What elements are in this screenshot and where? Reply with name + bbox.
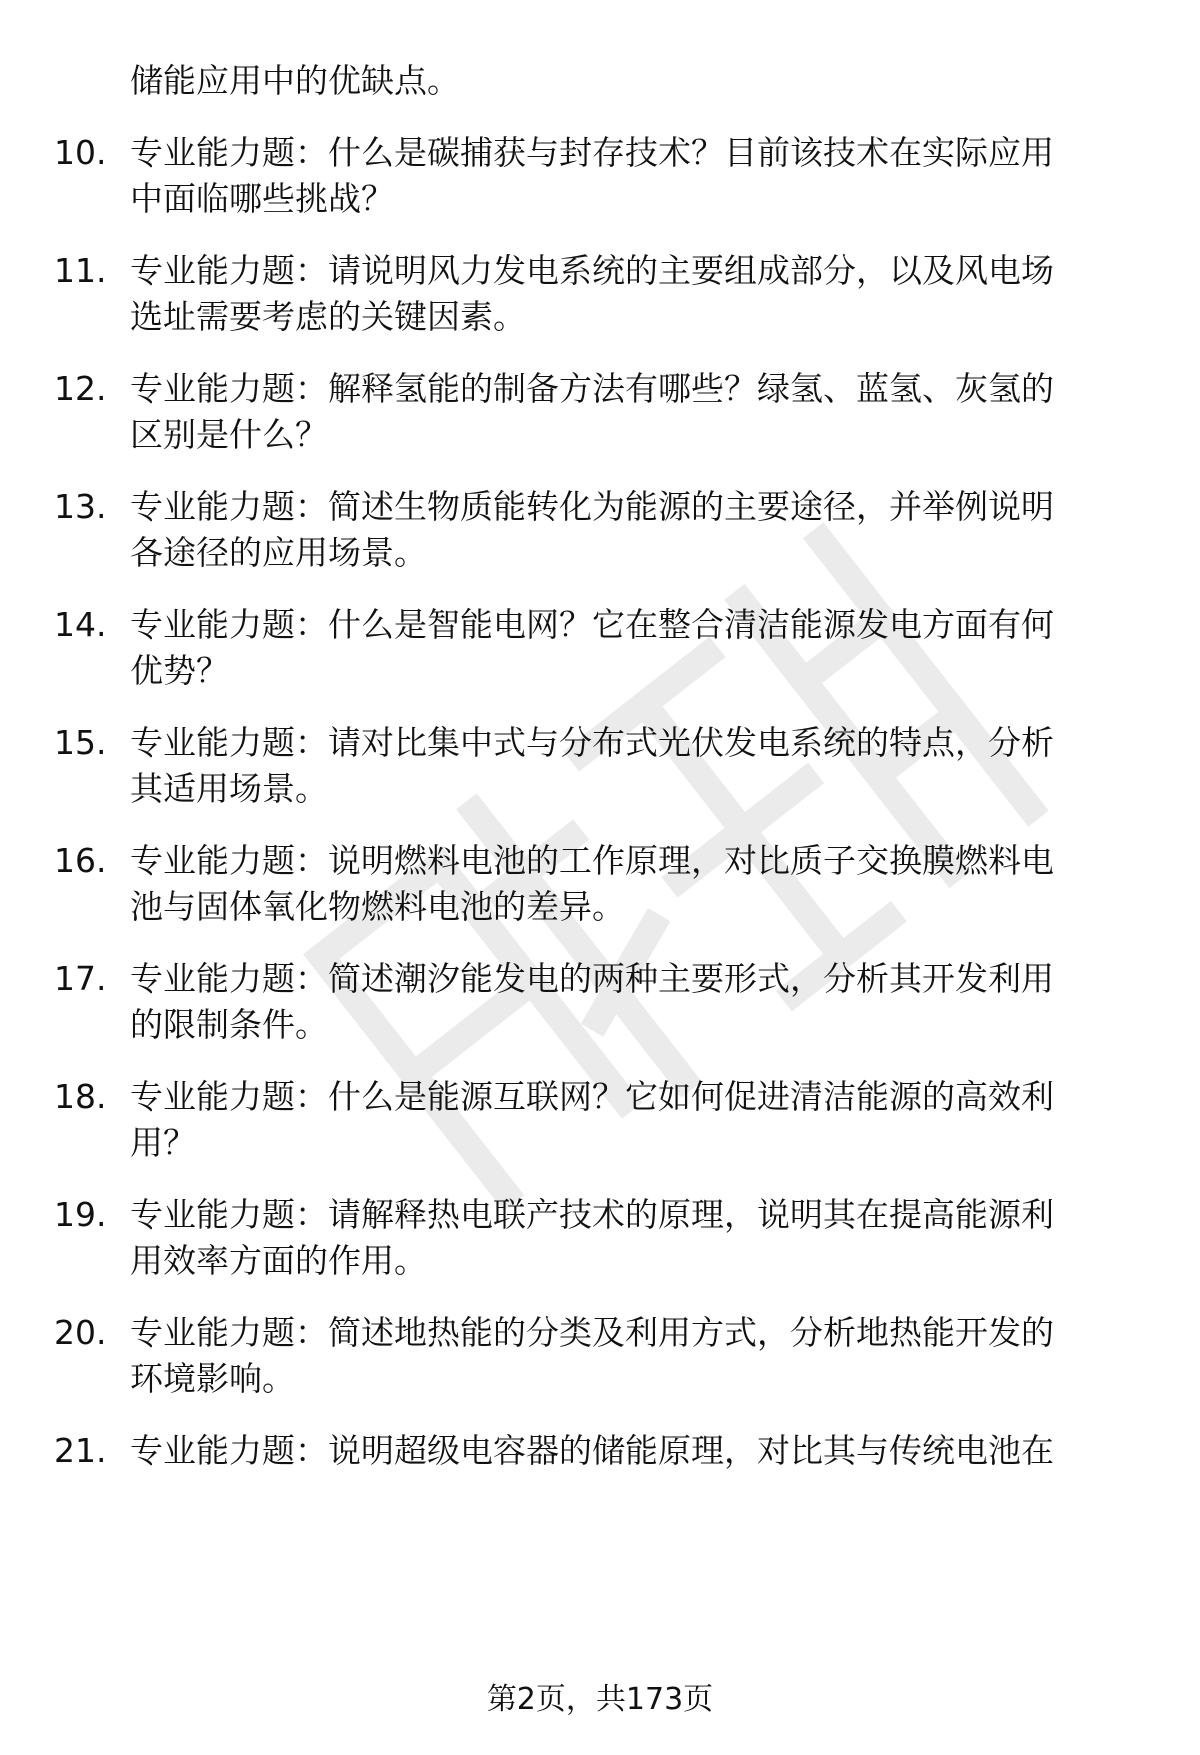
item-text-line: 专业能力题：简述地热能的分类及利用方式，分析地热能开发的 xyxy=(130,1313,1054,1352)
item-text-line: 区别是什么？ xyxy=(130,415,328,454)
item-text-line: 池与固体氧化物燃料电池的差异。 xyxy=(130,887,625,926)
list-item xyxy=(0,838,1200,930)
item-number: 15. xyxy=(54,723,107,762)
list-item xyxy=(0,1074,1200,1166)
item-text-line: 选址需要考虑的关键因素。 xyxy=(130,297,526,336)
list-item xyxy=(0,248,1200,340)
item-number: 12. xyxy=(54,369,107,408)
item-text-line: 专业能力题：什么是能源互联网？它如何促进清洁能源的高效利 xyxy=(130,1077,1054,1116)
list-item xyxy=(0,130,1200,222)
item-text-line: 用？ xyxy=(130,1123,196,1162)
item-text-line: 专业能力题：解释氢能的制备方法有哪些？绿氢、蓝氢、灰氢的 xyxy=(130,369,1054,408)
item-number: 17. xyxy=(54,959,107,998)
item-text-line: 的限制条件。 xyxy=(130,1005,328,1044)
list-item xyxy=(0,1310,1200,1402)
item-text-line: 专业能力题：什么是碳捕获与封存技术？目前该技术在实际应用 xyxy=(130,133,1054,172)
item-text-line: 各途径的应用场景。 xyxy=(130,533,427,572)
item-number: 20. xyxy=(54,1313,107,1352)
item-text-line: 优势？ xyxy=(130,651,229,690)
list-item xyxy=(0,956,1200,1048)
list-item xyxy=(0,1192,1200,1284)
item-text-line: 环境影响。 xyxy=(130,1359,295,1398)
list-item xyxy=(0,366,1200,458)
item-text-line: 中面临哪些挑战？ xyxy=(130,179,394,218)
item-number: 11. xyxy=(54,251,107,290)
item-number: 16. xyxy=(54,841,107,880)
item-text-line: 专业能力题：简述潮汐能发电的两种主要形式，分析其开发利用 xyxy=(130,959,1054,998)
item-text-line: 专业能力题：说明燃料电池的工作原理，对比质子交换膜燃料电 xyxy=(130,841,1054,880)
list-item xyxy=(0,1428,1200,1520)
item-text-line: 专业能力题：请对比集中式与分布式光伏发电系统的特点，分析 xyxy=(130,723,1054,762)
item-text-line: 专业能力题：请说明风力发电系统的主要组成部分，以及风电场 xyxy=(130,251,1054,290)
item-text-line: 其适用场景。 xyxy=(130,769,328,808)
item-number: 18. xyxy=(54,1077,107,1116)
page-footer: 第2页，共173页 xyxy=(486,1682,714,1717)
item-number: 21. xyxy=(54,1431,107,1470)
item-text-line: 专业能力题：请解释热电联产技术的原理，说明其在提高能源利 xyxy=(130,1195,1054,1234)
item-text-line: 专业能力题：什么是智能电网？它在整合清洁能源发电方面有何 xyxy=(130,605,1054,644)
list-item xyxy=(0,720,1200,812)
item-text-line: 专业能力题：说明超级电容器的储能原理，对比其与传统电池在 xyxy=(130,1431,1054,1470)
list-item xyxy=(0,484,1200,576)
item-text-line: 专业能力题：简述生物质能转化为能源的主要途径，并举例说明 xyxy=(130,487,1054,526)
item-number: 14. xyxy=(54,605,107,644)
item-number: 19. xyxy=(54,1195,107,1234)
item-number: 10. xyxy=(54,133,107,172)
item-text-line: 用效率方面的作用。 xyxy=(130,1241,427,1280)
continuation-text: 储能应用中的优缺点。 xyxy=(130,61,460,100)
item-number: 13. xyxy=(54,487,107,526)
list-item xyxy=(0,602,1200,694)
